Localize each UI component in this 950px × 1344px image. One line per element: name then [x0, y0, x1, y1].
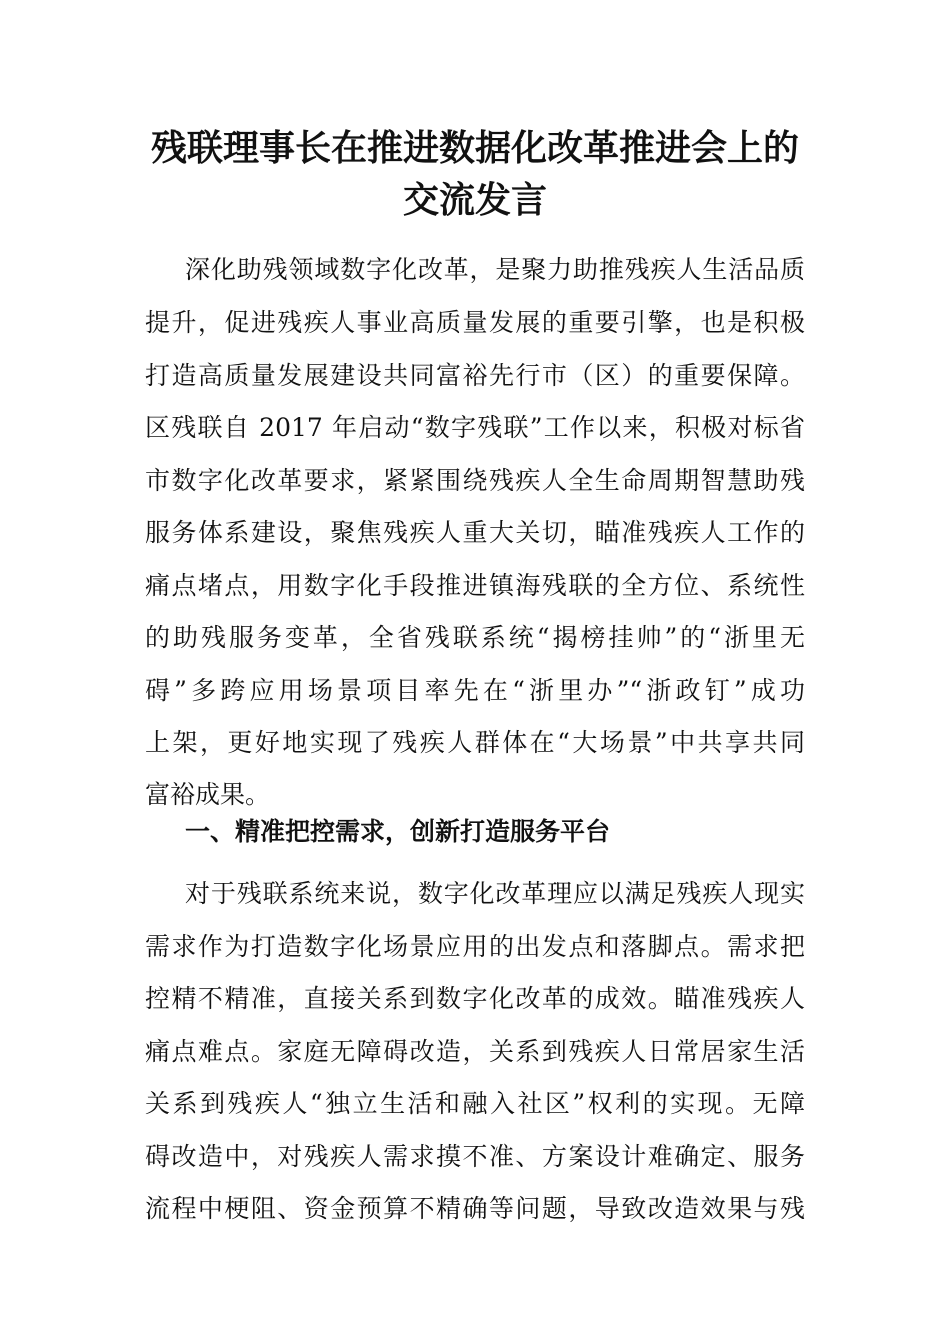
- paragraph-1-line: 提升，促进残疾人事业高质量发展的重要引擎，也是积极: [145, 308, 805, 337]
- paragraph-2-line: 流程中梗阻、资金预算不精确等问题，导致改造效果与残: [145, 1194, 805, 1223]
- paragraph-2-line: 控精不精准，直接关系到数字化改革的成效。瞄准残疾人: [145, 984, 805, 1013]
- paragraph-1-line: 市数字化改革要求，紧紧围绕残疾人全生命周期智慧助残: [145, 466, 805, 495]
- paragraph-1-line: 上架，更好地实现了残疾人群体在“大场景”中共享共同: [145, 728, 805, 757]
- document-title-line-1: 残联理事长在推进数据化改革推进会上的: [150, 127, 799, 169]
- paragraph-1-line: 的助残服务变革，全省残联系统“揭榜挂帅”的“浙里无: [145, 623, 805, 652]
- paragraph-1-line: 富裕成果。: [145, 780, 271, 809]
- paragraph-2-line: 痛点难点。家庭无障碍改造，关系到残疾人日常居家生活: [145, 1037, 805, 1066]
- paragraph-2-line: 碍改造中，对残疾人需求摸不准、方案设计难确定、服务: [145, 1142, 805, 1171]
- paragraph-2-line: 关系到残疾人“独立生活和融入社区”权利的实现。无障: [145, 1089, 805, 1118]
- paragraph-1-line: 碍”多跨应用场景项目率先在“浙里办”“浙政钉”成功: [145, 676, 805, 705]
- paragraph-2-line: 对于残联系统来说，数字化改革理应以满足残疾人现实: [185, 879, 805, 908]
- paragraph-1-line: 区残联自 2017 年启动“数字残联”工作以来，积极对标省: [145, 413, 805, 442]
- section-heading-1: 一、精准把控需求，创新打造服务平台: [185, 817, 611, 846]
- paragraph-1-line: 打造高质量发展建设共同富裕先行市（区）的重要保障。: [145, 361, 805, 390]
- paragraph-1-line: 服务体系建设，聚焦残疾人重大关切，瞄准残疾人工作的: [145, 518, 805, 547]
- paragraph-1-line: 深化助残领域数字化改革，是聚力助推残疾人生活品质: [185, 255, 805, 284]
- paragraph-2-line: 需求作为打造数字化场景应用的出发点和落脚点。需求把: [145, 932, 805, 961]
- document-title-line-2: 交流发言: [402, 179, 547, 221]
- paragraph-1-line: 痛点堵点，用数字化手段推进镇海残联的全方位、系统性: [145, 571, 805, 600]
